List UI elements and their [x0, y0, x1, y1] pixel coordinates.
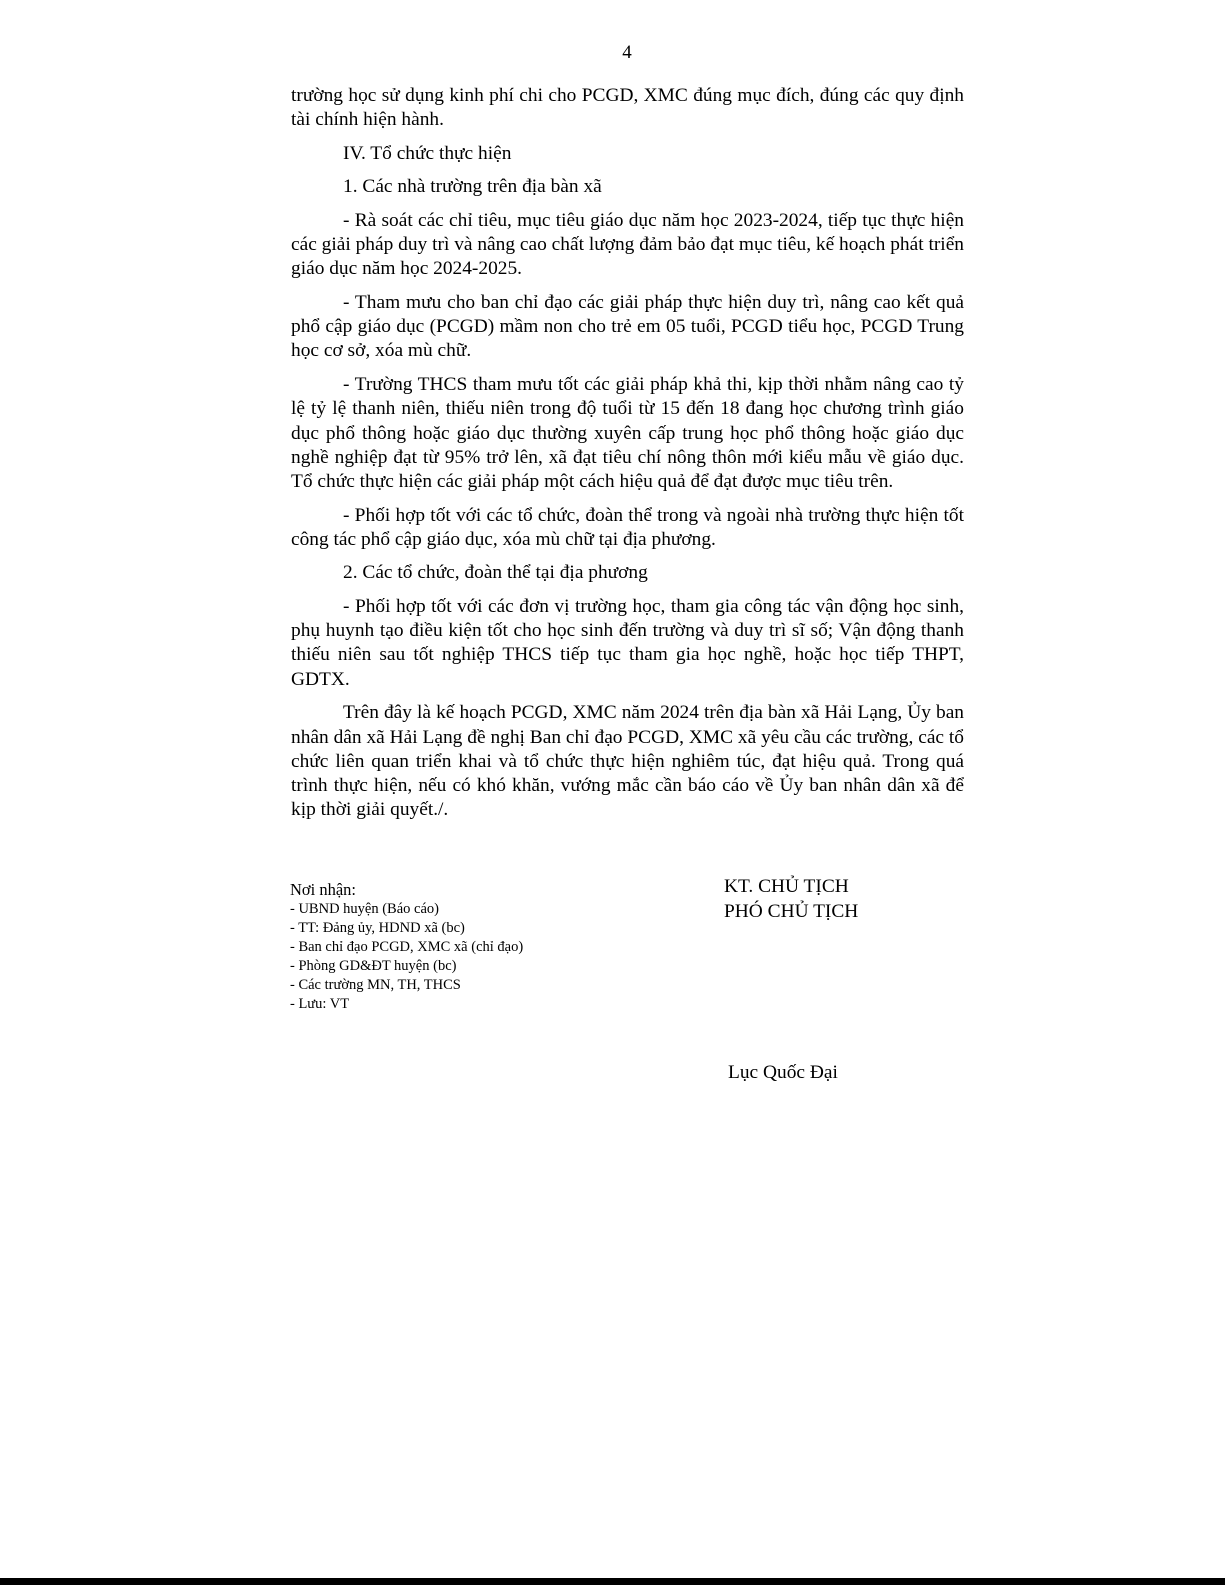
recipient-item: - Phòng GD&ĐT huyện (bc): [290, 958, 457, 975]
recipient-item: - UBND huyện (Báo cáo): [290, 901, 439, 917]
signature-block: [724, 875, 858, 924]
recipient-item: - TT: Đảng ủy, HDND xã (bc): [290, 920, 465, 937]
bottom-border: [0, 1578, 1225, 1585]
signer-name: Lục Quốc Đại: [728, 1062, 838, 1083]
document-body: [291, 84, 964, 832]
recipients-title: Nơi nhận:: [290, 880, 357, 899]
paragraph-advise-steering: - Tham mưu cho ban chỉ đạo các giải pháp thực hiện duy trì, nâng cao kết quả phổ cập giáo dục (PCGD) mầm non cho trẻ em 05 tuổi, PCGD tiểu học, PCGD Trung học cơ sở, xóa mù chữ.: [291, 291, 964, 362]
paragraph-thcs-school: - Trường THCS tham mưu tốt các giải pháp khả thi, kịp thời nhằm nâng cao tỷ lệ tỷ lệ thanh niên, thiếu niên trong độ tuổi từ 15 đến 18 đang học chương trình giáo dục phổ thông hoặc giáo dục thường xuyên cấp trung học phổ thông hoặc giáo dục nghề nghiệp đạt từ 95% trở lên, xã đạt tiêu chí nông thôn mới kiểu mẫu về giáo dục. Tổ chức thực hiện các giải pháp một cách hiệu quả để đạt được mục tiêu trên.: [291, 373, 964, 493]
recipient-item: - Các trường MN, TH, THCS: [290, 977, 461, 994]
signature-title-line1: KT. CHỦ TỊCH: [724, 876, 849, 897]
signature-title-line2: PHÓ CHỦ TỊCH: [724, 900, 859, 922]
section-heading-iv: IV. Tổ chức thực hiện: [343, 142, 512, 164]
subsection-heading-1: 1. Các nhà trường trên địa bàn xã: [343, 176, 602, 198]
paragraph-coordinate-orgs: - Phối hợp tốt với các tổ chức, đoàn thể trong và ngoài nhà trường thực hiện tốt công tác phổ cập giáo dục, xóa mù chữ tại địa phương.: [291, 504, 964, 550]
recipient-item: - Lưu: VT: [290, 996, 350, 1013]
recipient-item: - Ban chỉ đạo PCGD, XMC xã (chỉ đạo): [290, 939, 524, 956]
subsection-heading-2: 2. Các tổ chức, đoàn thể tại địa phương: [343, 562, 648, 584]
page-number: 4: [622, 42, 632, 63]
paragraph-coordinate-schools: - Phối hợp tốt với các đơn vị trường học, tham gia công tác vận động học sinh, phụ huynh tạo điều kiện tốt cho học sinh đến trường và duy trì sĩ số; Vận động thanh thiếu niên sau tốt nghiệp THCS tiếp tục tham gia học nghề, hoặc học tiếp THPT, GDTX.: [291, 595, 964, 690]
paragraph-conclusion: Trên đây là kế hoạch PCGD, XMC năm 2024 trên địa bàn xã Hải Lạng, Ủy ban nhân dân xã Hải Lạng đề nghị Ban chỉ đạo PCGD, XMC xã yêu cầu các trường, các tổ chức liên quan triển khai và tổ chức thực hiện nghiêm túc, đạt hiệu quả. Trong quá trình thực hiện, nếu có khó khăn, vướng mắc cần báo cáo về Ủy ban nhân dân xã để kịp thời giải quyết./.: [291, 702, 964, 821]
paragraph-continuation: trường học sử dụng kinh phí chi cho PCGD, XMC đúng mục đích, đúng các quy định tài chính hiện hành.: [291, 85, 964, 131]
recipients-block: [290, 879, 610, 1015]
paragraph-review-targets: - Rà soát các chỉ tiêu, mục tiêu giáo dục năm học 2023-2024, tiếp tục thực hiện các giải pháp duy trì và nâng cao chất lượng đảm bảo đạt mục tiêu, kế hoạch phát triển giáo dục năm học 2024-2025.: [291, 209, 964, 280]
